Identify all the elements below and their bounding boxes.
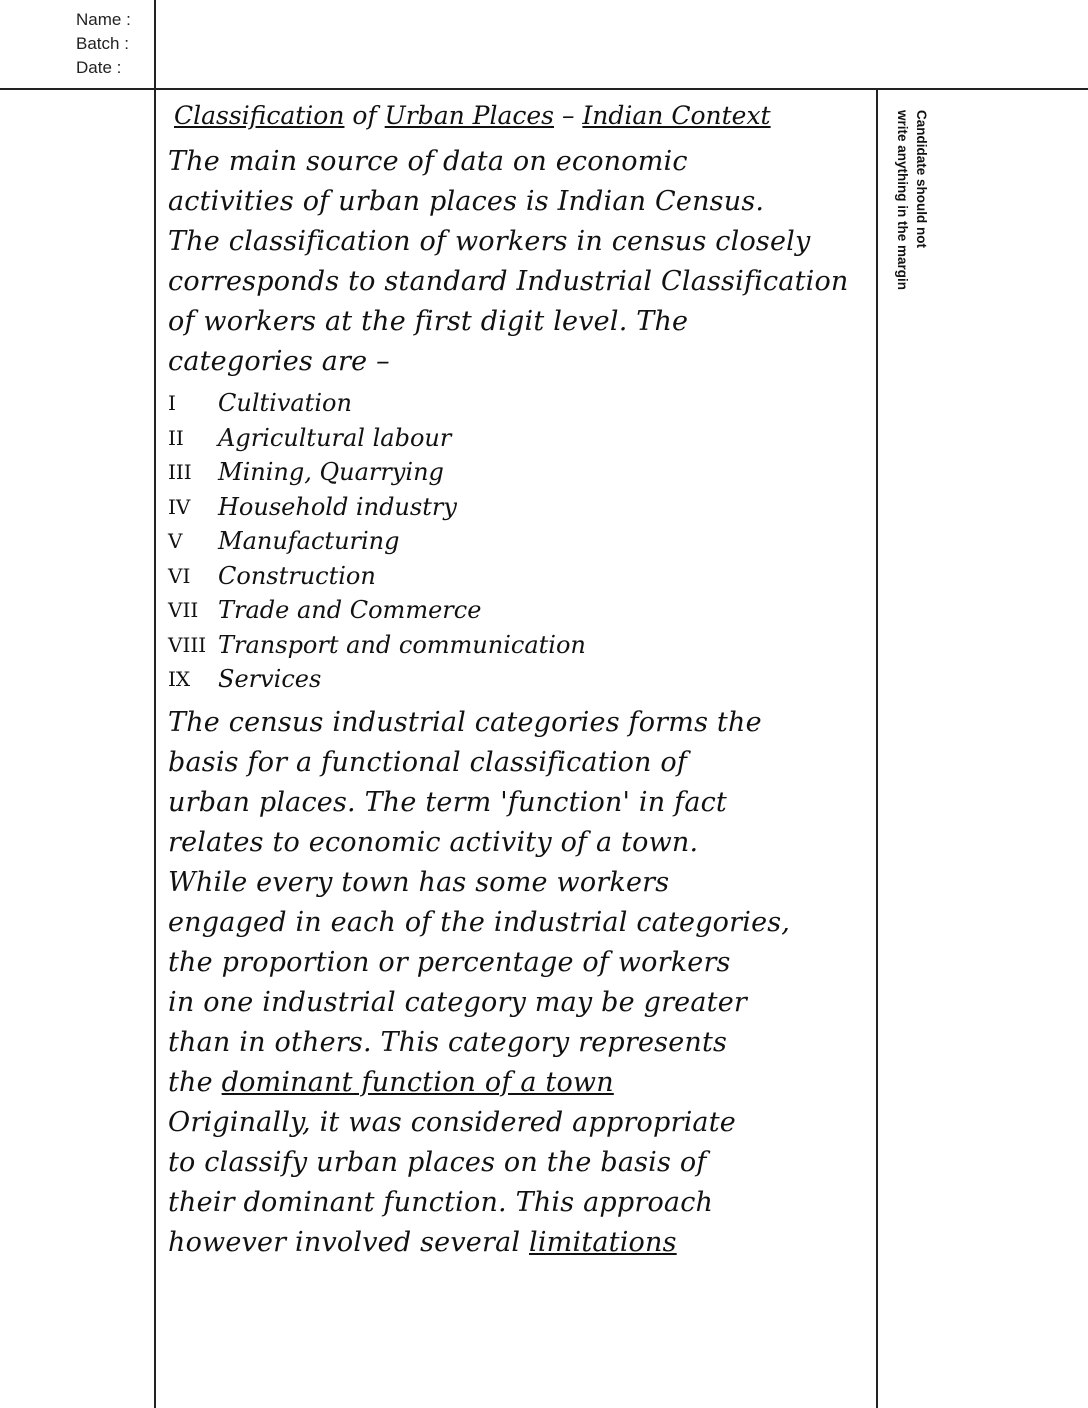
item-number: V <box>168 529 183 553</box>
text-line: engaged in each of the industrial categories, <box>168 906 791 938</box>
header-left-rule <box>154 0 156 90</box>
item-number: VIII <box>168 632 207 657</box>
text-line: While every town has some workers <box>168 866 670 898</box>
text-line <box>168 1223 874 1263</box>
item-number: VII <box>168 598 199 622</box>
text-line: of workers at the first digit level. The <box>168 306 689 337</box>
dominant-prefix: the <box>168 1066 222 1098</box>
date-label: Date : <box>76 58 122 77</box>
dominant-function-phrase: dominant function of a town <box>221 1066 614 1098</box>
text-line: to classify urban places on the basis of <box>168 1146 707 1178</box>
text-line: The census industrial categories forms the <box>168 706 762 738</box>
text-line: in one industrial category may be greater <box>168 986 747 1018</box>
item-label: Cultivation <box>218 389 352 417</box>
text-line: relates to economic activity of a town. <box>168 826 699 858</box>
item-number: VI <box>168 563 191 588</box>
name-label: Name : <box>76 10 131 29</box>
text-line: the proportion or percentage of workers <box>168 946 731 978</box>
list-item <box>168 628 874 663</box>
title-part: Urban Places <box>384 101 554 130</box>
text-line: Originally, it was considered appropriate <box>168 1106 736 1138</box>
item-label: Construction <box>218 561 376 590</box>
closing-paragraph <box>168 1103 874 1263</box>
list-item <box>168 490 874 525</box>
page-title <box>174 96 874 136</box>
item-label: Trade and Commerce <box>218 596 482 624</box>
text-line: urban places. The term 'function' in fact <box>168 786 727 818</box>
right-margin-rule <box>876 90 878 1408</box>
text-line <box>168 1063 874 1103</box>
item-number: IV <box>168 494 191 519</box>
answer-body <box>168 96 874 1263</box>
item-number: III <box>168 460 192 484</box>
last-line-prefix: however involved several <box>168 1226 530 1258</box>
item-number: IX <box>168 667 191 691</box>
list-item <box>168 455 874 490</box>
list-item <box>168 524 874 559</box>
list-item <box>168 593 874 628</box>
text-line: The main source of data on economic <box>168 146 688 177</box>
item-label: Manufacturing <box>218 527 400 555</box>
header-divider <box>0 88 1088 90</box>
title-part: of <box>344 101 385 130</box>
title-part: – <box>554 101 583 130</box>
batch-label: Batch : <box>76 34 129 53</box>
text-line: The classification of workers in census closely <box>168 226 811 257</box>
text-line: categories are – <box>168 346 390 377</box>
limitations-word: limitations <box>529 1226 677 1258</box>
title-part: Indian Context <box>582 101 771 130</box>
list-item <box>168 386 874 421</box>
item-label: Services <box>218 665 322 693</box>
body-paragraph <box>168 703 874 1103</box>
margin-instruction <box>893 110 931 290</box>
item-label: Transport and communication <box>218 630 586 659</box>
item-number: II <box>168 425 184 450</box>
category-list <box>168 386 874 697</box>
margin-instruction-line-2: write anything in the margin <box>895 110 910 291</box>
left-margin-rule <box>154 90 156 1408</box>
text-line: their dominant function. This approach <box>168 1186 714 1218</box>
text-line: activities of urban places is Indian Census. <box>168 186 765 217</box>
title-part: Classification <box>174 101 345 130</box>
list-item <box>168 662 874 697</box>
text-line: than in others. This category represents <box>168 1026 728 1058</box>
list-item <box>168 421 874 456</box>
list-item <box>168 559 874 594</box>
candidate-info <box>76 8 131 80</box>
item-label: Agricultural labour <box>218 423 452 452</box>
text-line: basis for a functional classification of <box>168 746 688 778</box>
text-line: corresponds to standard Industrial Classification <box>168 266 849 297</box>
item-number: I <box>168 391 176 415</box>
margin-instruction-line-1: Candidate should not <box>914 110 929 248</box>
item-label: Household industry <box>218 492 457 521</box>
item-label: Mining, Quarrying <box>218 458 444 486</box>
intro-paragraph <box>168 142 874 382</box>
